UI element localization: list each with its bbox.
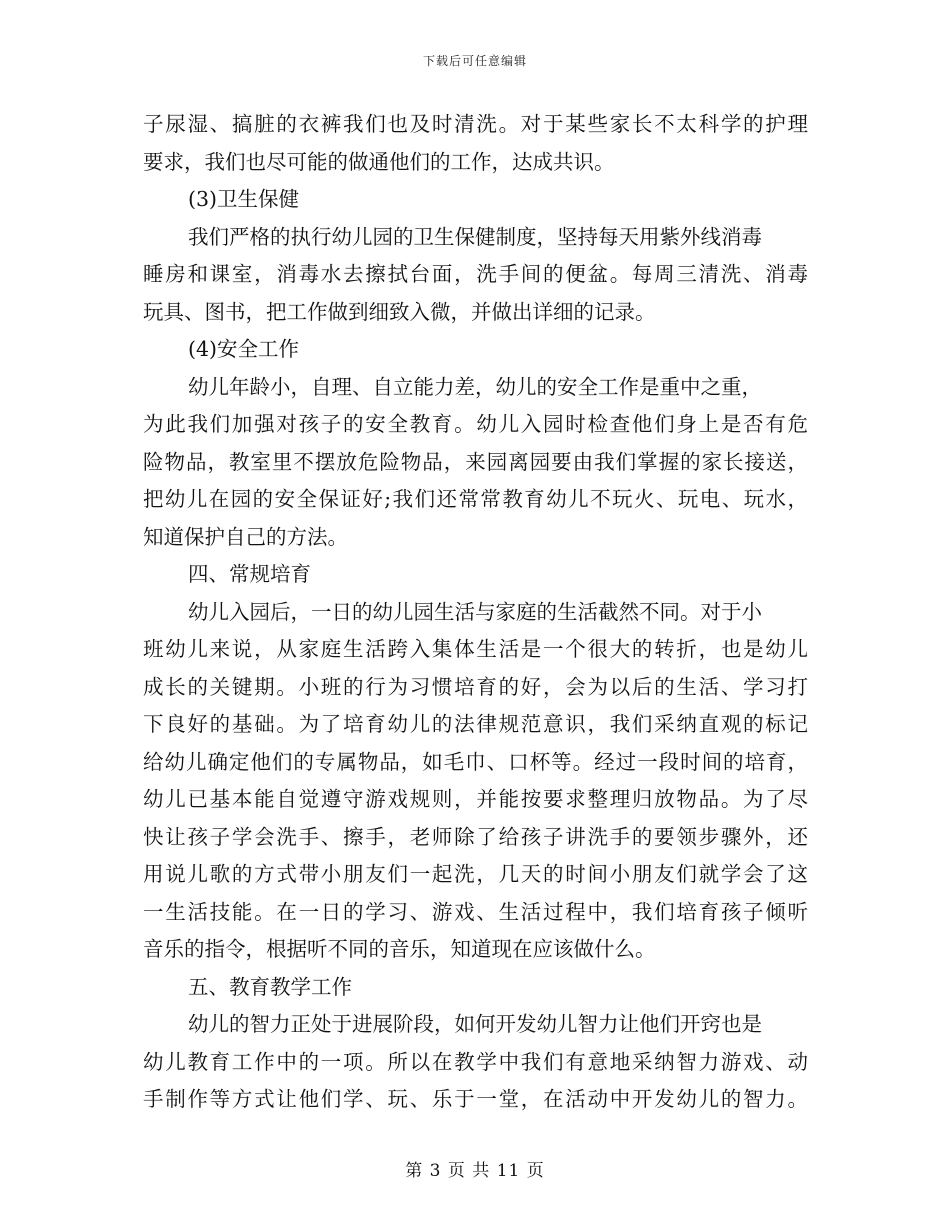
text-line: 给幼儿确定他们的专属物品，如毛巾、口杯等。经过一段时间的培育， <box>143 749 808 774</box>
text-line: 玩具、图书，把工作做到细致入微，并做出详细的记录。 <box>143 299 656 324</box>
text-line: 下良好的基础。为了培育幼儿的法律规范意识，我们采纳直观的标记 <box>143 712 808 736</box>
text-line: 睡房和课室，消毒水去擦拭台面，洗手间的便盆。每周三清洗、消毒 <box>143 262 808 286</box>
section-heading: (4)安全工作 <box>188 337 300 361</box>
text-line: 我们严格的执行幼儿园的卫生保健制度，坚持每天用紫外线消毒 <box>188 224 762 249</box>
page-footer: 第 3 页 共 11 页 <box>405 1161 545 1181</box>
text-line: 子尿湿、搞脏的衣裤我们也及时清洗。对于某些家长不太科学的护理 <box>143 112 808 136</box>
text-line: 快让孩子学会洗手、擦手，老师除了给孩子讲洗手的要领步骤外，还 <box>143 824 808 849</box>
text-line: 班幼儿来说，从家庭生活跨入集体生活是一个很大的转折，也是幼儿 <box>143 637 808 661</box>
text-line: 一生活技能。在一日的学习、游戏、生活过程中，我们培育孩子倾听 <box>143 899 808 924</box>
section-heading: 五、教育教学工作 <box>188 974 352 999</box>
text-line: 手制作等方式让他们学、玩、乐于一堂，在活动中开发幼儿的智力。 <box>143 1087 808 1111</box>
text-line: 知道保护自己的方法。 <box>143 524 348 549</box>
text-line: 幼儿教育工作中的一项。所以在教学中我们有意地采纳智力游戏、动 <box>143 1049 808 1074</box>
text-line: 幼儿年龄小，自理、自立能力差，幼儿的安全工作是重中之重， <box>188 374 762 399</box>
text-line: 幼儿已基本能自觉遵守游戏规则，并能按要求整理归放物品。为了尽 <box>143 787 808 811</box>
text-line: 幼儿的智力正处于进展阶段，如何开发幼儿智力让他们开窍也是 <box>188 1012 762 1036</box>
text-line: 要求，我们也尽可能的做通他们的工作，达成共识。 <box>143 149 615 174</box>
text-line: 幼儿入园后，一日的幼儿园生活与家庭的生活截然不同。对于小 <box>188 599 762 624</box>
page-header: 下载后可任意编辑 <box>422 54 527 68</box>
text-line: 把幼儿在园的安全保证好;我们还常常教育幼儿不玩火、玩电、玩水， <box>143 487 808 511</box>
section-heading: 四、常规培育 <box>188 562 311 586</box>
text-line: 用说儿歌的方式带小朋友们一起洗，几天的时间小朋友们就学会了这 <box>143 862 808 886</box>
text-line: 音乐的指令，根据听不同的音乐，知道现在应该做什么。 <box>143 937 656 961</box>
text-line: 为此我们加强对孩子的安全教育。幼儿入园时检查他们身上是否有危 <box>143 412 808 436</box>
text-line: 成长的关键期。小班的行为习惯培育的好，会为以后的生活、学习打 <box>143 674 808 699</box>
body-text <box>143 106 808 1119</box>
text-line: 险物品，教室里不摆放危险物品，来园离园要由我们掌握的家长接送， <box>143 449 808 474</box>
section-heading: (3)卫生保健 <box>188 187 300 211</box>
